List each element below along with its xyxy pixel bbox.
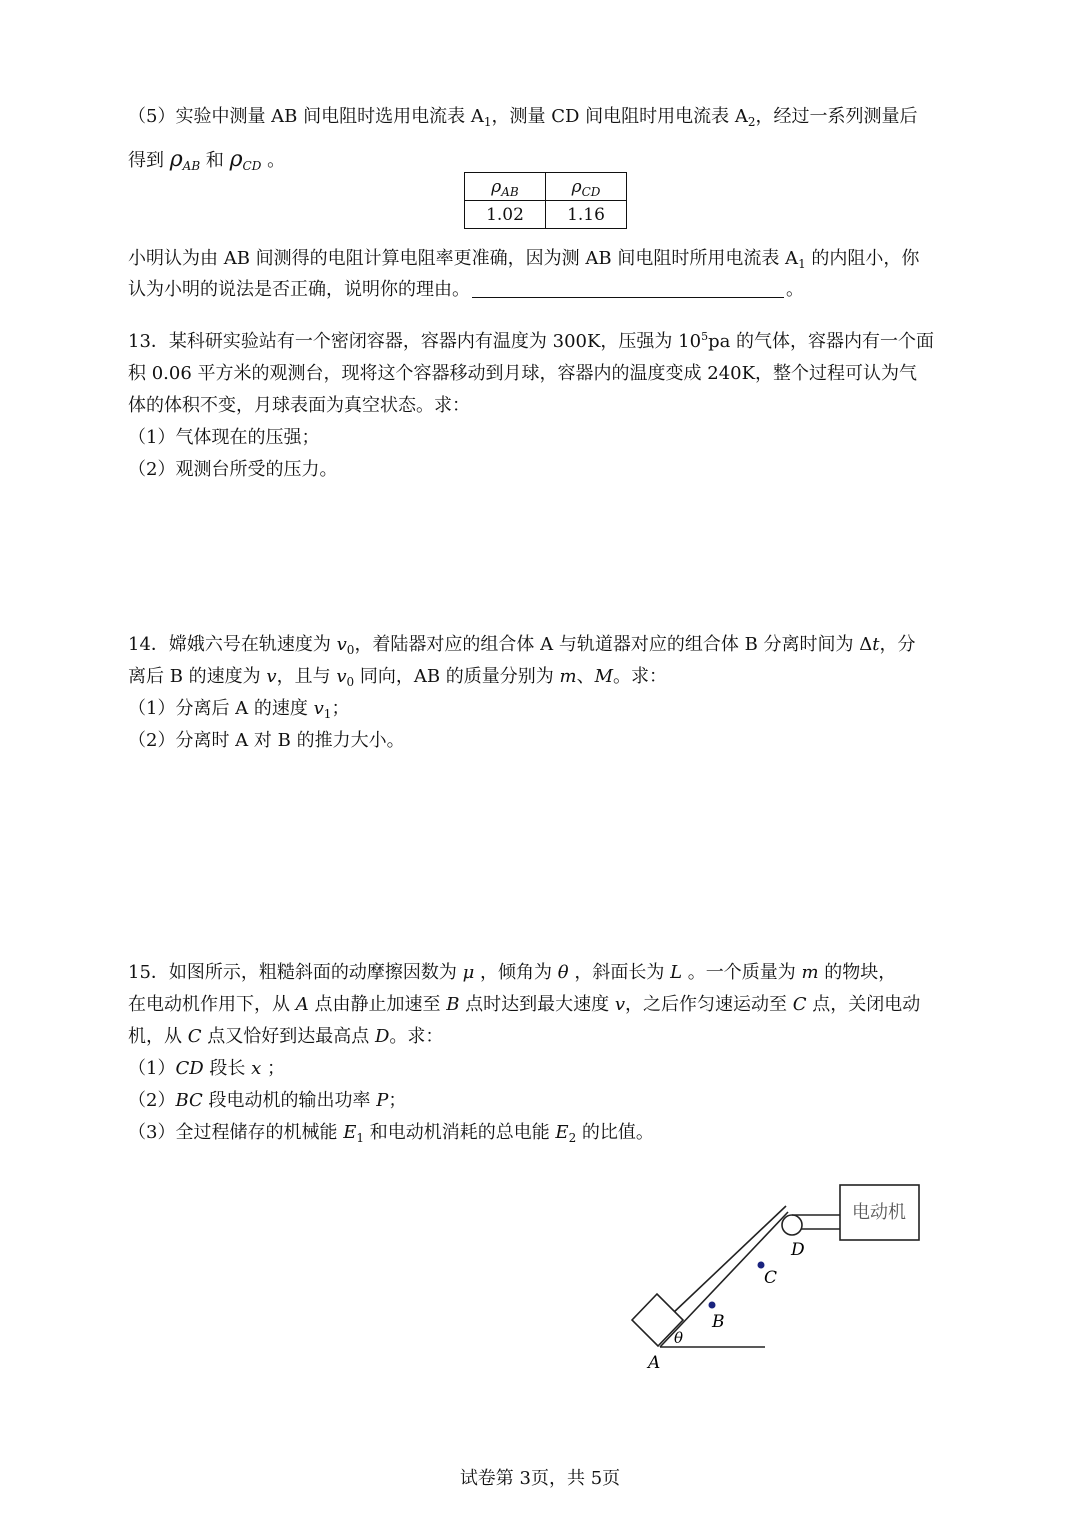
- q12-5-line2: 得到 $\rho_{AB}$ 和 $\rho_{CD}$ 。: [128, 147, 286, 173]
- table-header-cell: $\rho_{CD}$: [546, 173, 627, 201]
- page-footer: 试卷第 3页，共 5页: [459, 1468, 621, 1489]
- q14-item1: （1）分离后 A 的速度 $v_1$；: [128, 698, 350, 721]
- point-c-label: C: [764, 1268, 778, 1288]
- q13-item2: （2）观测台所受的压力。: [128, 459, 338, 480]
- incline-diagram: [620, 1175, 930, 1370]
- incline-rail-upper: [672, 1206, 786, 1314]
- table-row: [465, 201, 627, 229]
- q14-item2: （2）分离时 A 对 B 的推力大小。: [128, 730, 405, 751]
- table-header-cell: $\rho_{AB}$: [465, 173, 546, 201]
- motor-label: 电动机: [852, 1202, 906, 1223]
- q13-line2: 积 0.06 平方米的观测台，现将这个容器移动到月球，容器内的温度变成 240K，整个过程可认为气: [128, 363, 918, 384]
- pulley: [782, 1215, 802, 1235]
- q15-line1: 15．如图所示，粗糙斜面的动摩擦因数为 μ ，倾角为 θ ，斜面长为 L 。一个质量为 m 的物块，: [128, 962, 897, 983]
- answer-blank[interactable]: [472, 279, 784, 298]
- q13-line1: 13．某科研实验站有一个密闭容器，容器内有温度为 300K，压强为 $10^5pa$ 的气体，容器内有一个面: [128, 330, 935, 352]
- table-cell: 1.02: [465, 201, 546, 229]
- q13-item1: （1）气体现在的压强；: [128, 427, 320, 448]
- q14-line1: 14．嫦娥六号在轨速度为 $v_0$，着陆器对应的组合体 A 与轨道器对应的组合体 B 分离时间为 Δt，分: [128, 634, 916, 657]
- q12-5-line3: 小明认为由 AB 间测得的电阻计算电阻率更准确，因为测 AB 间电阻时所用电流表 $A_1$ 的内阻小，你: [128, 248, 920, 271]
- q15-item1: （1）CD 段长 x ；: [128, 1058, 286, 1079]
- q14-line2: 离后 B 的速度为 v，且与 $v_0$ 同向，AB 的质量分别为 m、M。求：: [128, 666, 668, 689]
- table-cell: 1.16: [546, 201, 627, 229]
- point-d-label: D: [791, 1240, 805, 1260]
- point-b-label: B: [712, 1312, 725, 1332]
- q12-5-line1: （5）实验中测量 AB 间电阻时选用电流表 $A_1$，测量 CD 间电阻时用电流表 $A_2$，经过一系列测量后: [128, 106, 918, 129]
- table-header-row: [465, 173, 627, 201]
- angle-theta-label: θ: [674, 1329, 684, 1347]
- q13-line3: 体的体积不变，月球表面为真空状态。求：: [128, 395, 470, 416]
- q15-item2: （2）BC 段电动机的输出功率 P；: [128, 1090, 407, 1111]
- point-a-label: A: [648, 1353, 661, 1370]
- q12-5-line4: 认为小明的说法是否正确，说明你的理由。 。: [128, 279, 804, 300]
- q15-line3: 机，从 C 点又恰好到达最高点 D。求：: [128, 1026, 444, 1047]
- q15-line2: 在电动机作用下，从 A 点由静止加速至 B 点时达到最大速度 v，之后作匀速运动至 C 点，关闭电动: [128, 994, 921, 1015]
- resistivity-table: [464, 172, 627, 229]
- point-b-dot: [709, 1302, 716, 1309]
- q15-item3: （3）全过程储存的机械能 $E_1$ 和电动机消耗的总电能 $E_2$ 的比值。: [128, 1122, 654, 1145]
